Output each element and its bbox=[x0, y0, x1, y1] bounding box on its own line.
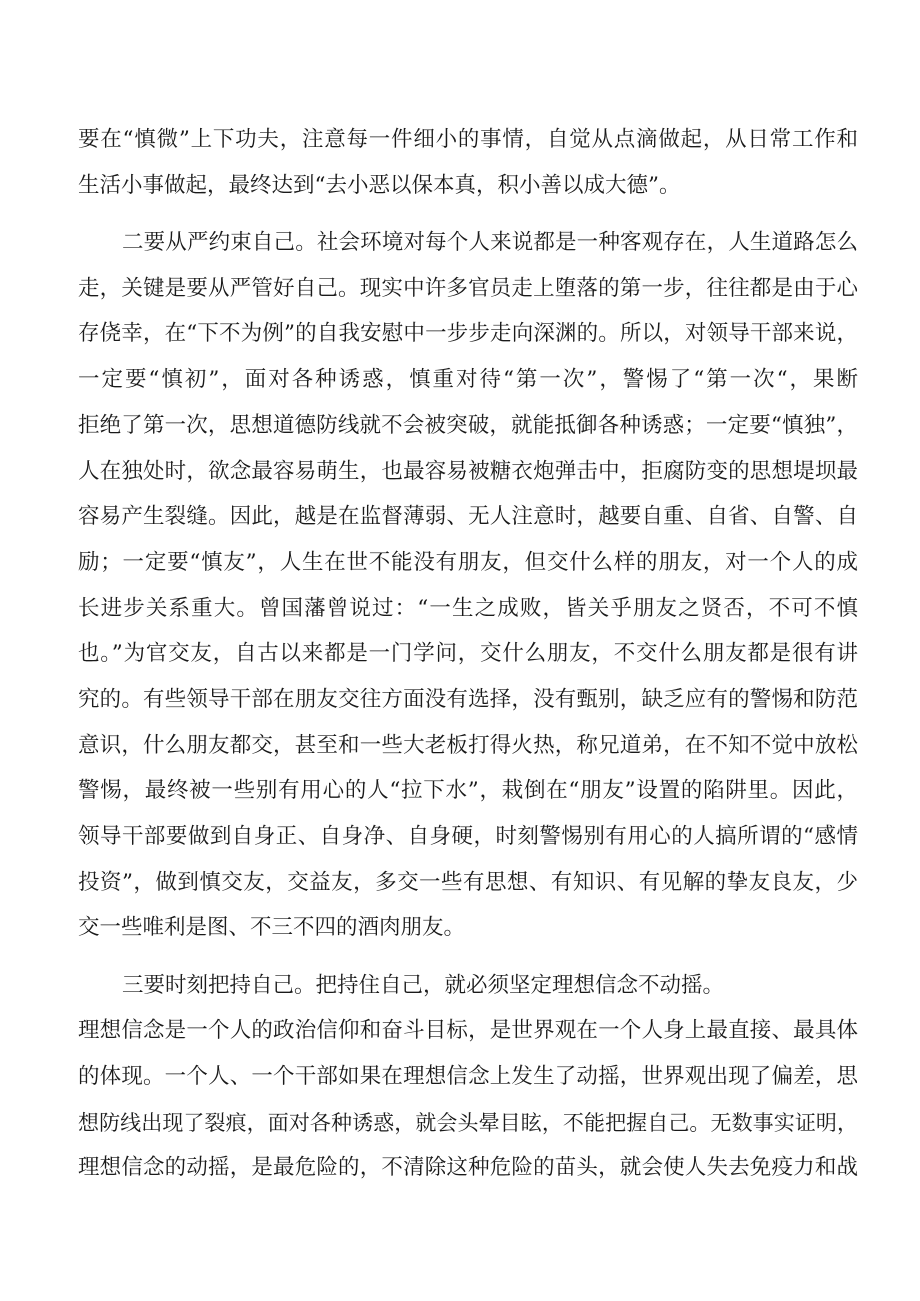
paragraph-2-line-4: 一定要“慎初”，面对各种诱惑，慎重对待“第一次”，警惕了“第一次“，果断 bbox=[78, 367, 858, 392]
paragraph-2-line-1: 二要从严约束自己。社会环境对每个人来说都是一种客观存在，人生道路怎么 bbox=[122, 230, 858, 255]
paragraph-3-line-1: 三要时刻把持自己。把持住自己，就必须坚定理想信念不动摇。 bbox=[122, 973, 725, 998]
paragraph-3-line-4: 想防线出现了裂痕，面对各种诱惑，就会头晕目眩，不能把握自己。无数事实证明， bbox=[78, 1111, 858, 1135]
paragraph-2-line-13: 警惕，最终被一些别有用心的人“拉下水”，栽倒在“朋友”设置的陷阱里。因此， bbox=[78, 778, 858, 803]
paragraph-2-line-11: 究的。有些领导干部在朋友交往方面没有选择，没有甄别，缺乏应有的警惕和防范 bbox=[78, 687, 858, 712]
paragraph-2-line-12: 意识，什么朋友都交，甚至和一些大老板打得火热，称兄道弟，在不知不觉中放松 bbox=[78, 733, 858, 758]
paragraph-2-line-14: 领导干部要做到自身正、自身净、自身硬，时刻警惕别有用心的人搞所谓的“感情 bbox=[78, 824, 858, 849]
paragraph-1-line-1: 要在“慎微”上下功夫，注意每一件细小的事情，自觉从点滴做起，从日常工作和 bbox=[78, 127, 858, 152]
paragraph-3-line-5: 理想信念的动摇，是最危险的，不清除这种危险的苗头，就会使人失去免疫力和战 bbox=[78, 1155, 858, 1180]
paragraph-2-line-6: 人在独处时，欲念最容易萌生，也最容易被糖衣炮弹击中，拒腐防变的思想堤坝最 bbox=[78, 459, 858, 484]
paragraph-2-line-3: 存侥幸，在“下不为例”的自我安慰中一步步走向深渊的。所以，对领导干部来说， bbox=[78, 321, 858, 346]
paragraph-2-line-15: 投资”，做到慎交友，交益友，多交一些有思想、有知识、有见解的挚友良友，少 bbox=[78, 870, 858, 895]
paragraph-2-line-9: 长进步关系重大。曾国藩曾说过：“一生之成败，皆关乎朋友之贤否，不可不慎 bbox=[78, 596, 858, 621]
paragraph-2-line-16: 交一些唯利是图、不三不四的酒肉朋友。 bbox=[78, 915, 466, 940]
paragraph-2-line-7: 容易产生裂缝。因此，越是在监督薄弱、无人注意时，越要自重、自省、自警、自 bbox=[78, 504, 858, 529]
paragraph-2-line-10: 也。”为官交友，自古以来都是一门学问，交什么朋友，不交什么朋友都是很有讲 bbox=[78, 641, 858, 666]
paragraph-2-line-8: 励；一定要“慎友”，人生在世不能没有朋友，但交什么样的朋友，对一个人的成 bbox=[78, 550, 858, 575]
paragraph-3-line-2: 理想信念是一个人的政治信仰和奋斗目标，是世界观在一个人身上最直接、最具体 bbox=[78, 1018, 858, 1043]
paragraph-3-line-3: 的体现。一个人、一个干部如果在理想信念上发生了动摇，世界观出现了偏差，思 bbox=[78, 1064, 858, 1089]
paragraph-2-line-2: 走，关键是要从严管好自己。现实中许多官员走上堕落的第一步，往往都是由于心 bbox=[78, 276, 858, 301]
paragraph-1-line-2: 生活小事做起，最终达到“去小恶以保本真，积小善以成大德”。 bbox=[78, 173, 681, 198]
paragraph-2-line-5: 拒绝了第一次，思想道德防线就不会被突破，就能抵御各种诱惑；一定要“慎独”， bbox=[78, 413, 858, 438]
